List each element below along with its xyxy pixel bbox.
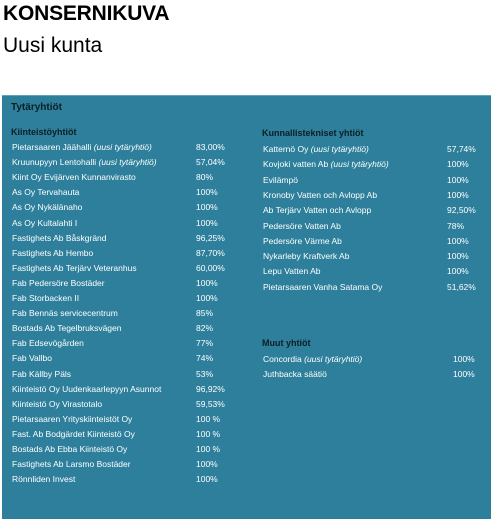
company-name-text: Rönnliden Invest: [12, 474, 76, 485]
company-name-text: Fastighets Ab Terjärv Veteranhus: [12, 262, 137, 273]
ownership-percentage: 53%: [196, 368, 214, 379]
company-name: [12, 261, 137, 275]
ownership-percentage: 100%: [447, 189, 469, 200]
company-name-text: Ab Terjärv Vatten och Avlopp: [263, 205, 372, 216]
ownership-percentage: 74%: [196, 353, 214, 364]
company-name: [12, 336, 84, 350]
company-name-text: Kiinteistö Oy Virastotalo: [12, 398, 103, 409]
ownership-percentage: 82%: [196, 323, 214, 334]
other-heading: Muut yhtiöt: [262, 338, 311, 348]
company-name-text: Bostads Ab Tegelbruksvägen: [12, 323, 122, 334]
company-name: [12, 472, 75, 486]
municipal-row: [263, 203, 487, 217]
company-name-text: Evilämpö: [263, 174, 298, 185]
real-estate-row: [12, 412, 236, 426]
real-estate-row: [12, 155, 236, 169]
company-name: [263, 219, 341, 233]
company-name: [12, 170, 136, 184]
company-name: [263, 234, 342, 248]
page-title: KONSERNIKUVA: [3, 2, 170, 25]
company-name-text: Fast. Ab Bodgärdet Kiinteistö Oy: [12, 428, 135, 439]
company-name: [263, 352, 362, 366]
real-estate-row: [12, 397, 236, 411]
real-estate-row: [12, 427, 236, 441]
real-estate-row: [12, 185, 236, 199]
company-name-text: Fab Edsevögården: [12, 338, 84, 349]
ownership-percentage: 85%: [196, 308, 214, 319]
company-name: [12, 216, 77, 230]
real-estate-row: [12, 472, 236, 486]
company-name: [12, 291, 79, 305]
real-estate-row: [12, 291, 236, 305]
company-name-text: Pedersöre Värme Ab: [263, 235, 342, 246]
ownership-percentage: 57,04%: [196, 157, 225, 168]
company-name-text: Pietarsaaren Yrityskiinteistöt Oy: [12, 413, 133, 424]
company-name-text: Kovjoki vatten Ab: [263, 159, 329, 170]
company-name: [12, 442, 127, 456]
other-row: [263, 367, 493, 381]
company-name: [263, 280, 382, 294]
company-name: [12, 155, 157, 169]
company-name: [263, 142, 369, 156]
company-name-text: Fastighets Ab Båskgränd: [12, 232, 107, 243]
ownership-percentage: 77%: [196, 338, 214, 349]
company-name-text: As Oy Nykälänaho: [12, 202, 83, 213]
company-name: [12, 367, 71, 381]
ownership-percentage: 100%: [196, 293, 218, 303]
company-name-text: Fab Storbacken II: [12, 293, 80, 303]
ownership-percentage: 100%: [196, 474, 218, 485]
ownership-percentage: 92,50%: [447, 205, 476, 216]
other-row: [263, 352, 493, 366]
company-name-text: Fab Pedersöre Bostäder: [12, 277, 105, 288]
company-name-text: As Oy Tervahauta: [12, 187, 80, 198]
company-name-text: Fab Källby Päls: [12, 368, 72, 379]
company-name: [263, 367, 327, 381]
ownership-percentage: 100 %: [196, 444, 221, 454]
company-name-text: Concordia: [263, 354, 302, 364]
company-note: (uusi tytäryhtiö): [93, 142, 152, 152]
ownership-percentage: 57,74%: [447, 144, 476, 154]
company-name-text: Nykarleby Kraftverk Ab: [263, 251, 350, 262]
company-name: [263, 157, 389, 171]
ownership-percentage: 100%: [447, 251, 469, 262]
ownership-percentage: 59,53%: [196, 398, 225, 409]
ownership-percentage: 100%: [196, 187, 218, 198]
company-name-text: Fab Bennäs servicecentrum: [12, 308, 118, 319]
real-estate-row: [12, 367, 236, 381]
ownership-percentage: 100%: [453, 354, 475, 364]
ownership-percentage: 100%: [196, 217, 218, 228]
company-name: [263, 173, 298, 187]
company-name: [12, 140, 152, 154]
company-name-text: Fab Vallbo: [12, 353, 53, 364]
ownership-percentage: 51,62%: [447, 281, 476, 292]
company-name-text: Lepu Vatten Ab: [263, 266, 321, 277]
company-name: [12, 321, 121, 335]
real-estate-row: [12, 261, 236, 275]
company-note: (uusi tytäryhtiö): [310, 144, 369, 154]
company-note: (uusi tytäryhtiö): [98, 157, 157, 168]
company-name: [12, 276, 105, 290]
company-name: [12, 306, 118, 320]
ownership-percentage: 100 %: [196, 413, 221, 424]
company-name: [12, 246, 93, 260]
company-name-text: Kruunupyyn Lentohalli: [12, 157, 97, 168]
company-name-text: Fastighets Ab Hembo: [12, 247, 94, 258]
company-name-text: Kronoby Vatten och Avlopp Ab: [263, 189, 378, 200]
real-estate-row: [12, 442, 236, 456]
company-name: [12, 397, 102, 411]
municipal-row: [263, 249, 487, 263]
company-name-text: Kiint Oy Evijärven Kunnanvirasto: [12, 172, 136, 183]
company-name: [12, 185, 79, 199]
company-name: [263, 249, 349, 263]
company-name: [12, 427, 135, 441]
company-name-text: Fastighets Ab Larsmo Bostäder: [12, 459, 131, 470]
company-name: [12, 457, 131, 471]
company-name: [12, 351, 52, 365]
real-estate-row: [12, 246, 236, 260]
company-name: [263, 188, 377, 202]
company-name: [12, 231, 107, 245]
municipal-row: [263, 219, 487, 233]
ownership-percentage: 100%: [453, 369, 475, 379]
company-name-text: As Oy Kultalahti I: [12, 217, 78, 228]
ownership-percentage: 100%: [447, 174, 469, 185]
ownership-percentage: 83,00%: [196, 142, 225, 152]
municipal-row: [263, 264, 487, 278]
company-name: [12, 200, 82, 214]
company-name-text: Kiinteistö Oy Uudenkaarlepyyn Asunnot: [12, 383, 162, 394]
municipal-row: [263, 142, 487, 156]
municipal-row: [263, 280, 487, 294]
ownership-percentage: 100%: [447, 266, 469, 277]
real-estate-row: [12, 382, 236, 396]
company-name-text: Juthbacka säätiö: [263, 369, 327, 379]
real-estate-row: [12, 276, 236, 290]
company-name-text: Pedersöre Vatten Ab: [263, 220, 341, 231]
real-estate-row: [12, 170, 236, 184]
real-estate-row: [12, 306, 236, 320]
company-note: (uusi tytäryhtiö): [330, 159, 389, 170]
ownership-percentage: 96,92%: [196, 383, 225, 394]
panel-title: Tytäryhtiöt: [11, 102, 62, 113]
ownership-percentage: 100%: [196, 202, 218, 213]
subsidiaries-panel: [2, 95, 491, 519]
company-name-text: Pietarsaaren Vanha Satama Oy: [263, 281, 383, 292]
page-subtitle: Uusi kunta: [3, 34, 103, 57]
real-estate-row: [12, 200, 236, 214]
real-estate-row: [12, 336, 236, 350]
real-estate-row: [12, 216, 236, 230]
ownership-percentage: 100%: [447, 159, 469, 170]
ownership-percentage: 60,00%: [196, 262, 225, 273]
municipal-row: [263, 234, 487, 248]
ownership-percentage: 100%: [196, 459, 218, 470]
municipal-row: [263, 157, 487, 171]
ownership-percentage: 100%: [447, 235, 469, 246]
ownership-percentage: 87,70%: [196, 247, 225, 258]
company-name: [12, 412, 132, 426]
ownership-percentage: 78%: [447, 220, 465, 231]
ownership-percentage: 80%: [196, 172, 214, 183]
real-estate-row: [12, 231, 236, 245]
real-estate-row: [12, 140, 236, 154]
company-name-text: Katternö Oy: [263, 144, 309, 154]
company-name-text: Bostads Ab Ebba Kiinteistö Oy: [12, 444, 128, 454]
ownership-percentage: 100 %: [196, 428, 221, 439]
company-name: [263, 203, 371, 217]
company-name: [263, 264, 321, 278]
company-name-text: Pietarsaaren Jäähalli: [12, 142, 92, 152]
ownership-percentage: 100%: [196, 277, 218, 288]
real-estate-row: [12, 457, 236, 471]
municipal-row: [263, 188, 487, 202]
company-note: (uusi tytäryhtiö): [304, 354, 363, 364]
municipal-row: [263, 173, 487, 187]
real-estate-heading: Kiinteistöyhtiöt: [11, 127, 77, 137]
real-estate-row: [12, 321, 236, 335]
company-name: [12, 382, 161, 396]
ownership-percentage: 96,25%: [196, 232, 225, 243]
real-estate-row: [12, 351, 236, 365]
municipal-heading: Kunnallistekniset yhtiöt: [262, 128, 364, 138]
